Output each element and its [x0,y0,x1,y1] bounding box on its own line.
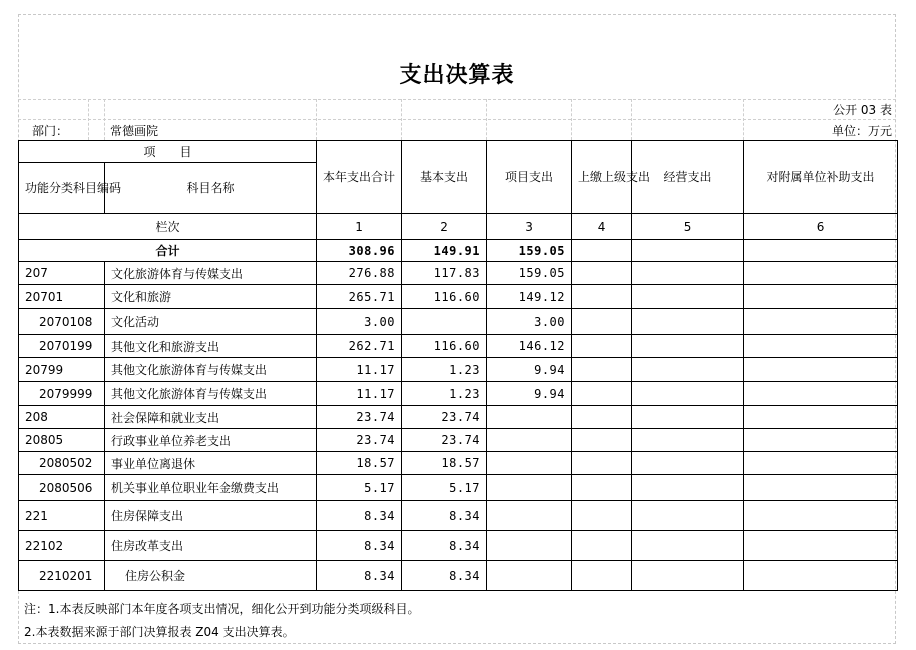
row-basic: 23.74 [402,429,487,452]
row-project: 3.00 [487,309,572,335]
row-project: 9.94 [487,358,572,382]
row-subsidy [744,335,898,358]
row-basic: 8.34 [402,501,487,531]
total-subsidy [744,240,898,262]
row-operating [632,501,744,531]
form-code: 公开 03 表 [833,103,892,117]
row-name: 机关事业单位职业年金缴费支出 [105,475,317,501]
gridline [486,99,487,140]
row-operating [632,531,744,561]
row-total: 8.34 [317,501,402,531]
table-row [19,475,898,501]
col-row-label: 栏次 [19,214,317,240]
header-basic: 基本支出 [402,141,487,214]
row-operating [632,452,744,475]
row-name: 其他文化旅游体育与传媒支出 [105,382,317,406]
row-basic: 117.83 [402,262,487,285]
row-project [487,561,572,591]
table-row [19,452,898,475]
row-total: 23.74 [317,429,402,452]
header-project: 项目支出 [487,141,572,214]
row-code: 2080502 [19,452,105,475]
row-code: 2079999 [19,382,105,406]
row-total: 18.57 [317,452,402,475]
col-num: 3 [487,214,572,240]
row-code: 221 [19,501,105,531]
row-subsidy [744,358,898,382]
row-subsidy [744,406,898,429]
note-2: 2.本表数据来源于部门决算报表 Z04 支出决算表。 [24,625,295,639]
row-code: 207 [19,262,105,285]
gridline [401,99,402,140]
row-project [487,475,572,501]
header-name: 科目名称 [105,163,317,214]
total-operating [632,240,744,262]
row-name: 行政事业单位养老支出 [105,429,317,452]
row-name: 其他文化旅游体育与传媒支出 [105,358,317,382]
header-subsidy: 对附属单位补助支出 [744,141,898,214]
row-total: 262.71 [317,335,402,358]
row-remit [572,561,632,591]
gridline [18,99,896,100]
row-remit [572,452,632,475]
row-remit [572,382,632,406]
row-total: 11.17 [317,382,402,406]
row-project [487,531,572,561]
row-subsidy [744,452,898,475]
gridline [743,99,744,140]
gridline [104,99,105,140]
row-project: 146.12 [487,335,572,358]
row-code: 22102 [19,531,105,561]
unit-label: 单位：万元 [831,124,892,138]
row-name: 住房改革支出 [105,531,317,561]
row-total: 265.71 [317,285,402,309]
row-basic: 5.17 [402,475,487,501]
header-code: 功能分类科目编码 [19,163,105,214]
row-name: 事业单位离退休 [105,452,317,475]
row-name: 住房公积金 [105,561,317,591]
header-operating: 经营支出 [632,141,744,214]
row-operating [632,429,744,452]
row-remit [572,285,632,309]
total-label: 合计 [19,240,317,262]
col-num: 6 [744,214,898,240]
row-project [487,429,572,452]
table-row [19,358,898,382]
row-remit [572,406,632,429]
row-operating [632,382,744,406]
row-total: 276.88 [317,262,402,285]
row-project: 159.05 [487,262,572,285]
table-row [19,429,898,452]
row-total: 3.00 [317,309,402,335]
row-project [487,406,572,429]
row-basic: 1.23 [402,358,487,382]
row-basic [402,309,487,335]
row-name: 文化和旅游 [105,285,317,309]
row-code: 20799 [19,358,105,382]
row-subsidy [744,475,898,501]
table-row [19,335,898,358]
row-basic: 1.23 [402,382,487,406]
row-total: 8.34 [317,561,402,591]
row-code: 20805 [19,429,105,452]
row-basic: 8.34 [402,561,487,591]
row-basic: 23.74 [402,406,487,429]
row-operating [632,262,744,285]
row-subsidy [744,262,898,285]
row-remit [572,335,632,358]
row-code: 2070199 [19,335,105,358]
table-row [19,561,898,591]
row-code: 208 [19,406,105,429]
row-operating [632,406,744,429]
table-row [19,382,898,406]
row-name: 其他文化和旅游支出 [105,335,317,358]
total-basic: 149.91 [402,240,487,262]
table-row [19,262,898,285]
table-row [19,285,898,309]
row-project: 149.12 [487,285,572,309]
row-remit [572,429,632,452]
row-subsidy [744,382,898,406]
col-num: 5 [632,214,744,240]
row-operating [632,475,744,501]
row-code: 2070108 [19,309,105,335]
table-row [19,309,898,335]
row-remit [572,475,632,501]
row-remit [572,531,632,561]
row-basic: 18.57 [402,452,487,475]
header-remit: 上缴上级支出 [572,141,632,214]
total-project: 159.05 [487,240,572,262]
data-rows [19,262,898,591]
row-operating [632,335,744,358]
row-subsidy [744,429,898,452]
row-subsidy [744,309,898,335]
header-total: 本年支出合计 [317,141,402,214]
expenditure-table [18,140,898,591]
col-num: 4 [572,214,632,240]
row-basic: 116.60 [402,335,487,358]
row-remit [572,358,632,382]
header-item: 项 目 [19,141,317,163]
row-total: 8.34 [317,531,402,561]
row-name: 文化旅游体育与传媒支出 [105,262,317,285]
row-subsidy [744,501,898,531]
row-total: 23.74 [317,406,402,429]
row-operating [632,309,744,335]
row-basic: 8.34 [402,531,487,561]
row-code: 20701 [19,285,105,309]
row-code: 2210201 [19,561,105,591]
row-name: 社会保障和就业支出 [105,406,317,429]
row-project [487,452,572,475]
row-name: 住房保障支出 [105,501,317,531]
gridline [631,99,632,140]
row-remit [572,501,632,531]
row-basic: 116.60 [402,285,487,309]
col-num: 1 [317,214,402,240]
total-total: 308.96 [317,240,402,262]
gridline [571,99,572,140]
gridline [18,119,896,120]
row-remit [572,309,632,335]
row-total: 5.17 [317,475,402,501]
table-row [19,531,898,561]
dept-label: 部门： [32,124,69,138]
row-total: 11.17 [317,358,402,382]
note-1: 注：1.本表反映部门本年度各项支出情况，细化公开到功能分类项级科目。 [24,602,420,616]
page-title: 支出决算表 [399,62,515,88]
row-remit [572,262,632,285]
row-operating [632,285,744,309]
table-row [19,406,898,429]
row-subsidy [744,531,898,561]
row-project [487,501,572,531]
row-code: 2080506 [19,475,105,501]
row-project: 9.94 [487,382,572,406]
gridline [316,99,317,140]
gridline [88,99,89,140]
col-num: 2 [402,214,487,240]
row-subsidy [744,285,898,309]
row-subsidy [744,561,898,591]
row-operating [632,561,744,591]
dept-name: 常德画院 [110,124,159,138]
row-name: 文化活动 [105,309,317,335]
total-remit [572,240,632,262]
row-operating [632,358,744,382]
table-row [19,501,898,531]
